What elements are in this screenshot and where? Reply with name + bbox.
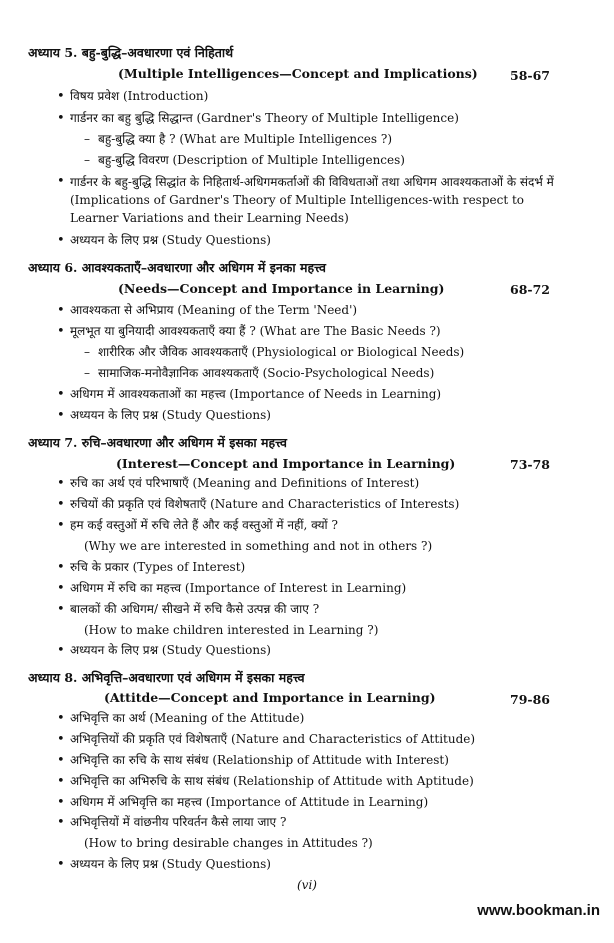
chapter-pages: 68-72 bbox=[510, 282, 550, 297]
list-item-continuation: (How to bring desirable changes in Attitudes ?) bbox=[84, 836, 373, 850]
list-item: • बालकों की अधिगम/ सीखने में रुचि कैसे उत्पन्न की जाए ? bbox=[70, 601, 554, 618]
list-item: • अध्ययन के लिए प्रश्न (Study Questions) bbox=[70, 407, 554, 424]
list-item: • गार्डनर का बहु बुद्धि सिद्धान्त (Gardner's Theory of Multiple Intelligence) bbox=[70, 110, 554, 127]
list-item: • अधिगम में अभिवृत्ति का महत्त्व (Importance of Attitude in Learning) bbox=[70, 794, 554, 811]
chapter-pages: 58-67 bbox=[510, 68, 550, 83]
chapter-title: अध्याय 7. रुचि–अवधारणा और अधिगम में इसका महत्त्व bbox=[28, 435, 287, 450]
list-item: • रुचियों की प्रकृति एवं विशेषताएँ (Nature and Characteristics of Interests) bbox=[70, 496, 554, 513]
chapter-title: अध्याय 8. अभिवृत्ति–अवधारणा एवं अधिगम में इसका महत्त्व bbox=[28, 670, 305, 685]
list-item: • रुचि के प्रकार (Types of Interest) bbox=[70, 559, 554, 576]
chapter-subtitle: (Interest—Concept and Importance in Learning) bbox=[116, 456, 456, 471]
chapter-title: अध्याय 6. आवश्यकताएँ–अवधारणा और अधिगम में इनका महत्त्व bbox=[28, 260, 326, 275]
list-item: • हम कई वस्तुओं में रुचि लेते हैं और कई वस्तुओं में नहीं, क्यों ? bbox=[70, 517, 554, 534]
list-item: • अभिवृत्ति का रुचि के साथ संबंध (Relationship of Attitude with Interest) bbox=[70, 752, 554, 769]
chapter-subtitle: (Multiple Intelligences—Concept and Implications) bbox=[118, 66, 478, 81]
list-item: – बहु-बुद्धि विवरण (Description of Multiple Intelligences) bbox=[98, 152, 554, 169]
list-item: – बहु-बुद्धि क्या है ? (What are Multiple Intelligences ?) bbox=[98, 131, 554, 148]
list-item: – सामाजिक-मनोवैज्ञानिक आवश्यकताएँ (Socio-Psychological Needs) bbox=[98, 365, 554, 382]
list-item: • अभिवृत्ति का अर्थ (Meaning of the Attitude) bbox=[70, 710, 554, 727]
list-item: • रुचि का अर्थ एवं परिभाषाएँ (Meaning and Definitions of Interest) bbox=[70, 475, 554, 492]
chapter-title: अध्याय 5. बहु-बुद्धि–अवधारणा एवं निहितार्थ bbox=[28, 45, 234, 60]
chapter-subtitle: (Needs—Concept and Importance in Learning) bbox=[118, 281, 445, 296]
list-item: • अधिगम में आवश्यकताओं का महत्त्व (Importance of Needs in Learning) bbox=[70, 386, 554, 403]
page-number: (vi) bbox=[297, 878, 317, 892]
list-item: • अभिवृत्तियों की प्रकृति एवं विशेषताएँ (Nature and Characteristics of Attitude) bbox=[70, 731, 554, 748]
website-watermark: www.bookman.in bbox=[477, 902, 600, 919]
chapter-subtitle: (Attitde—Concept and Importance in Learning) bbox=[104, 690, 436, 705]
list-item: – शारीरिक और जैविक आवश्यकताएँ (Physiological or Biological Needs) bbox=[98, 344, 554, 361]
list-item-continuation: (Why we are interested in something and not in others ?) bbox=[84, 539, 433, 553]
chapter-pages: 79-86 bbox=[510, 692, 550, 707]
list-item: • आवश्यकता से अभिप्राय (Meaning of the Term 'Need') bbox=[70, 302, 554, 319]
list-item: • गार्डनर के बहु-बुद्धि सिद्धांत के निहितार्थ-अधिगमकर्ताओं की विविधताओं तथा अधिगम आवश्यकताओं के संदर्भ में (Implications of Gardner's Theory of Multiple Intelligences-with respect to Learner Variations and their Learning Needs) bbox=[70, 173, 554, 227]
chapter-pages: 73-78 bbox=[510, 457, 550, 472]
list-item: • अभिवृत्तियों में वांछनीय परिवर्तन कैसे लाया जाए ? bbox=[70, 814, 554, 831]
list-item: • अभिवृत्ति का अभिरुचि के साथ संबंध (Relationship of Attitude with Aptitude) bbox=[70, 773, 554, 790]
list-item: • अधिगम में रुचि का महत्त्व (Importance of Interest in Learning) bbox=[70, 580, 554, 597]
list-item: • अध्ययन के लिए प्रश्न (Study Questions) bbox=[70, 642, 554, 659]
list-item-continuation: (How to make children interested in Learning ?) bbox=[84, 623, 379, 637]
list-item: • विषय प्रवेश (Introduction) bbox=[70, 88, 554, 105]
list-item: • मूलभूत या बुनियादी आवश्यकताएँ क्या हैं ? (What are The Basic Needs ?) bbox=[70, 323, 554, 340]
list-item: • अध्ययन के लिए प्रश्न (Study Questions) bbox=[70, 856, 554, 873]
list-item: • अध्ययन के लिए प्रश्न (Study Questions) bbox=[70, 232, 554, 249]
